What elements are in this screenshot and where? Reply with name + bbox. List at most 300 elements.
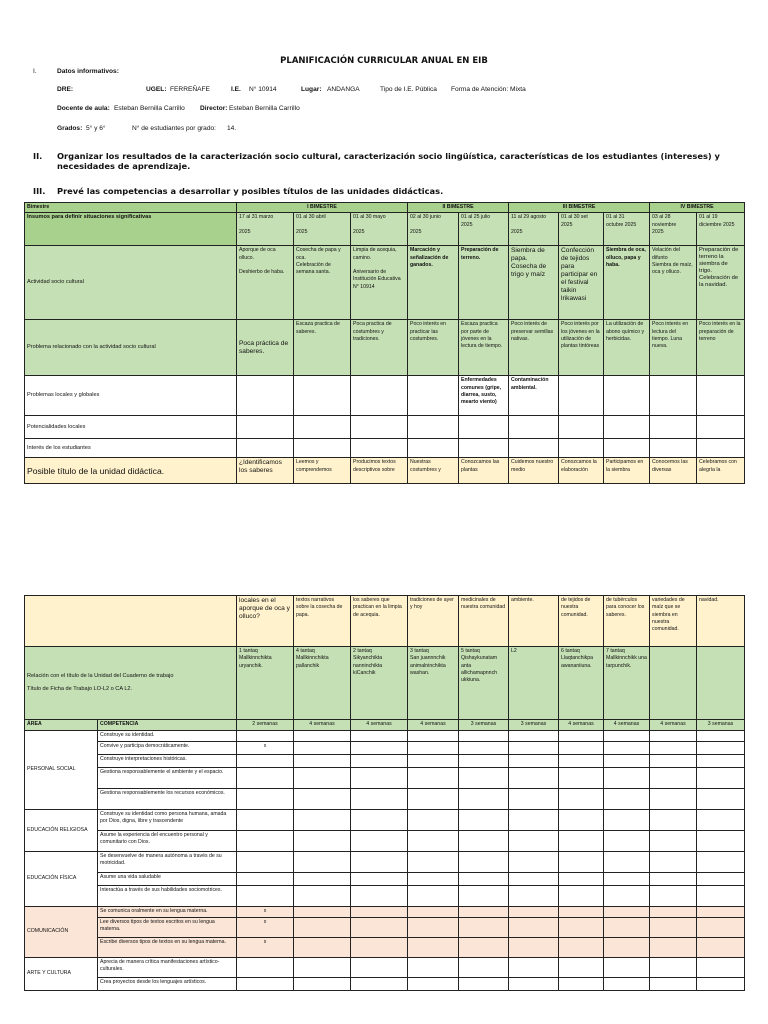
competencia-mark xyxy=(294,731,351,742)
competencia-text: Interactúa a través de sus habilidades sociomotrices. xyxy=(98,886,237,907)
competencia-mark xyxy=(650,768,697,789)
date-cell: 01 al 30 mayo 2025 xyxy=(351,213,408,246)
interes-row xyxy=(25,439,745,458)
problema-cell: Poco interés por los jóvenes en la utilización de plantas tintóreas xyxy=(559,320,604,376)
interes-label: Interés de los estudiantes xyxy=(25,439,237,458)
competencia-mark xyxy=(509,731,559,742)
problema-cell: Escaza practica por parte de jóvenes en la lectura de tiempo. xyxy=(459,320,509,376)
ie-label: I.E. xyxy=(231,86,241,93)
competencia-mark xyxy=(559,852,604,873)
date-cell: 01 al 30 abril 2025 xyxy=(294,213,351,246)
competencia-mark xyxy=(697,978,745,991)
document-title: PLANIFICACIÓN CURRICULAR ANUAL EN EIB xyxy=(280,56,488,66)
tipo-ie: Tipo de I.E. Pública xyxy=(380,86,437,93)
competencia-text: Gestiona responsablemente el ambiente y el espacio. xyxy=(98,768,237,789)
area-name: EDUCACIÓN RELIGIOSA xyxy=(25,810,98,852)
continuation-row xyxy=(25,596,745,647)
competencia-mark xyxy=(559,938,604,958)
empty-cell xyxy=(604,416,650,439)
competencia-mark xyxy=(237,831,294,852)
problema-cell: Poco interés en lectura del tiempo. Luna nueva. xyxy=(650,320,697,376)
relacion-cell xyxy=(650,647,697,720)
competencia-mark xyxy=(559,810,604,831)
competencia-mark xyxy=(237,886,294,907)
actividad-cell: Aporque de oca olluco. Deshierbo de haba. xyxy=(237,246,294,320)
competencia-mark xyxy=(559,789,604,810)
dre-label: DRE: xyxy=(57,86,74,93)
competencia-mark xyxy=(650,789,697,810)
competencia-mark xyxy=(408,731,459,742)
titulo-cell: Conocemos las diversas xyxy=(650,458,697,484)
competencia-mark xyxy=(697,755,745,768)
area-name: COMUNICACIÓN xyxy=(25,907,98,958)
competencia-text: Asume la experiencia del encuentro personal y comunitario con Dios. xyxy=(98,831,237,852)
date-cell: 01 al 25 julio 2025 xyxy=(459,213,509,246)
competencia-text: Construye su identidad. xyxy=(98,731,237,742)
titulo-cell: Participamos en la siembra xyxy=(604,458,650,484)
docente-label: Docente de aula: xyxy=(57,105,110,112)
competencia-row xyxy=(25,742,745,755)
semanas-cell: 3 semanas xyxy=(459,720,509,731)
semanas-cell: 4 semanas xyxy=(408,720,459,731)
competencia-mark: x xyxy=(237,918,294,938)
relacion-row xyxy=(25,647,745,720)
competencia-row xyxy=(25,731,745,742)
competencia-mark xyxy=(559,755,604,768)
bimestre-label: Bimestre xyxy=(25,203,237,213)
grados-label: Grados: xyxy=(57,125,83,132)
titulo-cont-cell: de tubérculos para conocer los saberes. xyxy=(604,596,650,647)
competencia-mark xyxy=(697,742,745,755)
problema-label: Problema relacionado con la actividad socio cultural xyxy=(25,320,237,376)
competencia-mark xyxy=(294,742,351,755)
date-cell: 01 al 31 octubre 2025 xyxy=(604,213,650,246)
area-name: PERSONAL SOCIAL xyxy=(25,731,98,810)
insumos-label: Insumos para definir situaciones significativas xyxy=(25,213,237,246)
competencia-mark xyxy=(459,731,509,742)
semanas-cell: 4 semanas xyxy=(294,720,351,731)
relacion-cell: 7 tantaq Mallkinnchikk una tarpunchik. xyxy=(604,647,650,720)
empty-cell xyxy=(25,596,237,647)
titulo-cell: Conozcamos las plantas xyxy=(459,458,509,484)
competencia-mark xyxy=(459,958,509,978)
competencia-row xyxy=(25,768,745,789)
competencia-mark xyxy=(697,852,745,873)
competencia-mark xyxy=(294,958,351,978)
titulo-cell: Celebramos con alegría la xyxy=(697,458,745,484)
relacion-cell: 5 tantaq Qishaykunatam anta allichamapnnch ukkiuna. xyxy=(459,647,509,720)
planning-table-top xyxy=(24,202,745,484)
competencia-mark xyxy=(650,755,697,768)
competencia-mark xyxy=(509,831,559,852)
empty-cell xyxy=(697,416,745,439)
competencia-mark xyxy=(650,831,697,852)
competencia-mark xyxy=(351,831,408,852)
competencia-row xyxy=(25,873,745,886)
competencia-mark xyxy=(408,742,459,755)
estudiantes-label: N° de estudiantes por grado: xyxy=(132,125,217,132)
competencia-mark xyxy=(604,938,650,958)
competencia-row xyxy=(25,938,745,958)
semanas-cell: 4 semanas xyxy=(351,720,408,731)
problemas-locales-cell xyxy=(351,376,408,416)
competencia-mark xyxy=(697,873,745,886)
competencia-text: Construye interpretaciones históricas. xyxy=(98,755,237,768)
competencia-mark xyxy=(559,918,604,938)
relacion-cell: 2 tantaq Sikyanchikta nanninchikta kiCanchik xyxy=(351,647,408,720)
area-name: EDUCACIÓN FÍSICA xyxy=(25,852,98,907)
titulo-cell: Producimos textos descriptivos sobre xyxy=(351,458,408,484)
titulo-cell: Nuestras costumbres y xyxy=(408,458,459,484)
competencia-mark xyxy=(459,978,509,991)
planning-table-bottom xyxy=(24,595,745,991)
competencia-mark xyxy=(459,768,509,789)
competencia-mark xyxy=(509,873,559,886)
lugar-value: ANDANGA xyxy=(327,86,360,93)
date-cell: 03 al 28 noviembre 2025 xyxy=(650,213,697,246)
potencialidades-row xyxy=(25,416,745,439)
titulo-cont-cell: variedades de maíz que se siembra en nuestra comunidad. xyxy=(650,596,697,647)
problemas-locales-cell xyxy=(697,376,745,416)
date-cell: 02 al 30 junio 2025 xyxy=(408,213,459,246)
competencia-mark xyxy=(697,886,745,907)
competencia-mark xyxy=(351,810,408,831)
competencia-mark xyxy=(559,768,604,789)
competencia-row xyxy=(25,918,745,938)
competencia-text: Asume una vida saludable xyxy=(98,873,237,886)
problema-cell: Poco interés en la preparación de terreno xyxy=(697,320,745,376)
competencia-mark xyxy=(509,755,559,768)
titulo-cont-cell: los saberes que practican en la limpia de acequia. xyxy=(351,596,408,647)
empty-cell xyxy=(408,416,459,439)
competencia-mark xyxy=(604,907,650,918)
competencia-mark xyxy=(559,873,604,886)
competencia-text: Escribe diversos tipos de textos en su lengua materna. xyxy=(98,938,237,958)
titulo-label: Posible título de la unidad didáctica. xyxy=(25,458,237,484)
competencia-mark xyxy=(351,958,408,978)
competencia-mark xyxy=(294,938,351,958)
competencia-mark xyxy=(697,938,745,958)
problema-cell: Poca practica de costumbres y tradiciones. xyxy=(351,320,408,376)
section2-text: Organizar los resultados de la caracterización socio cultural, caracterización socio lingüística, características de los estudiantes (intereses) y necesidades de aprendizaje. xyxy=(57,151,720,171)
competencia-row xyxy=(25,958,745,978)
competencia-row xyxy=(25,907,745,918)
competencia-mark xyxy=(408,873,459,886)
empty-cell xyxy=(408,439,459,458)
empty-cell xyxy=(650,416,697,439)
titulo-cell: ¿Identificamos los saberes xyxy=(237,458,294,484)
competencia-mark: x xyxy=(237,907,294,918)
competencia-mark xyxy=(650,731,697,742)
competencia-mark xyxy=(650,978,697,991)
competencia-mark xyxy=(604,755,650,768)
semanas-cell: 3 semanas xyxy=(509,720,559,731)
competencia-text: Lee diversos tipos de textos escritos en su lengua materna. xyxy=(98,918,237,938)
competencia-mark xyxy=(294,768,351,789)
titulo-cont-cell: ambiente. xyxy=(509,596,559,647)
competencia-mark xyxy=(697,918,745,938)
competencia-mark xyxy=(509,907,559,918)
empty-cell xyxy=(237,416,294,439)
competencia-mark xyxy=(604,918,650,938)
competencia-mark: x xyxy=(237,938,294,958)
actividad-cell: Cosecha de papa y oca. Celebración de semana santa. xyxy=(294,246,351,320)
competencia-mark xyxy=(408,978,459,991)
actividad-row xyxy=(25,246,745,320)
competencia-mark xyxy=(408,810,459,831)
relacion-cell xyxy=(697,647,745,720)
problema-row xyxy=(25,320,745,376)
competencia-mark xyxy=(459,918,509,938)
grados-value: 5° y 6° xyxy=(86,125,106,132)
areas-body xyxy=(25,731,745,991)
competencia-mark xyxy=(650,918,697,938)
competencia-mark xyxy=(604,768,650,789)
problemas-locales-cell xyxy=(650,376,697,416)
competencia-mark xyxy=(351,755,408,768)
competencia-mark xyxy=(408,852,459,873)
competencia-mark xyxy=(509,918,559,938)
empty-cell xyxy=(559,439,604,458)
competencia-row xyxy=(25,755,745,768)
competencia-mark xyxy=(509,810,559,831)
ie-value: N° 10914 xyxy=(249,86,277,93)
competencia-mark xyxy=(459,852,509,873)
competencia-mark xyxy=(351,918,408,938)
competencia-mark xyxy=(459,789,509,810)
competencia-mark xyxy=(294,755,351,768)
titulo-cell: Conozcamos la elaboración xyxy=(559,458,604,484)
problemas-locales-cell: Enfermedades comunes (gripe, diarrea, susto, mearto viento) xyxy=(459,376,509,416)
empty-cell xyxy=(509,416,559,439)
competencia-mark xyxy=(650,852,697,873)
competencia-mark xyxy=(237,810,294,831)
problema-cell: Poco interés en practicar las costumbres. xyxy=(408,320,459,376)
titulo-cont-cell: navidad. xyxy=(697,596,745,647)
competencia-mark xyxy=(697,768,745,789)
titulo-cont-cell: medicinales de nuestra comunidad xyxy=(459,596,509,647)
problema-cell: Escaza practica de saberes. xyxy=(294,320,351,376)
competencia-mark xyxy=(294,978,351,991)
bimestre-4: IV BIMESTRE xyxy=(650,203,745,213)
competencia-text: Crea proyectos desde los lenguajes artísticos. xyxy=(98,978,237,991)
competencia-mark xyxy=(351,886,408,907)
competencia-mark xyxy=(351,852,408,873)
date-cell: 01 al 30 set 2025 xyxy=(559,213,604,246)
competencia-mark xyxy=(604,810,650,831)
competencia-mark xyxy=(294,907,351,918)
competencia-mark xyxy=(697,789,745,810)
competencia-mark xyxy=(559,731,604,742)
competencia-row xyxy=(25,810,745,831)
problemas-locales-cell xyxy=(604,376,650,416)
area-header: ÁREA xyxy=(25,720,98,731)
relacion-label: Relación con el título de la Unidad del Cuaderno de trabajo xyxy=(27,672,174,679)
competencia-mark xyxy=(294,918,351,938)
competencia-mark xyxy=(650,810,697,831)
estudiantes-value: 14. xyxy=(227,125,237,132)
empty-cell xyxy=(351,439,408,458)
competencia-mark xyxy=(650,958,697,978)
competencia-mark xyxy=(509,938,559,958)
titulo-cell: Cuidemos nuestro medio xyxy=(509,458,559,484)
titulo-cont-cell: de tejidos de nuestra comunidad. xyxy=(559,596,604,647)
semanas-cell: 2 semanas xyxy=(237,720,294,731)
competencia-mark xyxy=(351,742,408,755)
header-row xyxy=(25,720,745,731)
empty-cell xyxy=(509,439,559,458)
competencia-mark xyxy=(294,852,351,873)
bimestre-1: I BIMESTRE xyxy=(237,203,408,213)
empty-cell xyxy=(650,439,697,458)
competencia-mark xyxy=(237,731,294,742)
competencia-mark xyxy=(351,873,408,886)
competencia-mark xyxy=(294,886,351,907)
ficha-label: Título de Ficha de Trabajo LO-L2 o CA L2. xyxy=(27,686,133,692)
problema-cell: La utilización de abono químico y herbicidas. xyxy=(604,320,650,376)
competencia-mark xyxy=(559,742,604,755)
actividad-label: Actividad socio cultural xyxy=(25,246,237,320)
competencia-mark xyxy=(351,978,408,991)
bimestre-2: II BIMESTRE xyxy=(408,203,509,213)
competencia-mark xyxy=(697,831,745,852)
competencia-mark xyxy=(509,768,559,789)
competencia-mark xyxy=(351,768,408,789)
problemas-locales-cell: Contaminación ambiental. xyxy=(509,376,559,416)
competencia-mark xyxy=(604,742,650,755)
competencia-text: Se desenvuelve de manera autónoma a través de su motricidad. xyxy=(98,852,237,873)
competencia-mark xyxy=(604,789,650,810)
area-name: ARTE Y CULTURA xyxy=(25,958,98,991)
relacion-cell: L2 xyxy=(509,647,559,720)
competencia-row xyxy=(25,831,745,852)
competencia-mark xyxy=(650,938,697,958)
competencia-mark xyxy=(237,789,294,810)
empty-cell xyxy=(459,416,509,439)
ugel-label: UGEL: xyxy=(146,86,167,93)
competencia-mark xyxy=(604,958,650,978)
competencia-mark xyxy=(559,886,604,907)
section3-text: Prevé las competencias a desarrollar y posibles títulos de las unidades didácticas. xyxy=(57,186,444,196)
competencia-mark xyxy=(650,873,697,886)
section3-number: III. xyxy=(33,186,46,196)
competencia-mark xyxy=(509,958,559,978)
competencia-mark xyxy=(408,918,459,938)
competencia-mark xyxy=(459,810,509,831)
empty-cell xyxy=(604,439,650,458)
bimestre-row xyxy=(25,203,745,213)
section2-number: II. xyxy=(33,151,43,161)
actividad-cell: Siembra de oca, olluco, papa y haba. xyxy=(604,246,650,320)
competencia-mark xyxy=(697,958,745,978)
competencia-mark xyxy=(509,789,559,810)
competencia-mark xyxy=(459,938,509,958)
lugar-label: Lugar: xyxy=(301,86,322,93)
semanas-cell: 4 semanas xyxy=(604,720,650,731)
competencia-mark xyxy=(294,831,351,852)
actividad-cell: Limpia de acequia, camino. Aniversario de Institución Educativa N° 10914 xyxy=(351,246,408,320)
semanas-cell: 4 semanas xyxy=(650,720,697,731)
semanas-cell: 3 semanas xyxy=(697,720,745,731)
date-cell: 01 al 19 diciembre 2025 xyxy=(697,213,745,246)
competencia-row xyxy=(25,852,745,873)
actividad-cell: Preparación de terreno. xyxy=(459,246,509,320)
actividad-cell: Siembra de papa. Cosecha de trigo y maíz xyxy=(509,246,559,320)
competencia-mark xyxy=(509,742,559,755)
competencia-mark xyxy=(559,831,604,852)
date-cell: 11 al 29 agosto 2025 xyxy=(509,213,559,246)
empty-cell xyxy=(237,439,294,458)
competencia-mark xyxy=(408,755,459,768)
competencia-text: Convive y participa democráticamente. xyxy=(98,742,237,755)
competencia-mark xyxy=(408,958,459,978)
competencia-mark xyxy=(697,731,745,742)
empty-cell xyxy=(697,439,745,458)
competencia-mark xyxy=(459,742,509,755)
relacion-cell: 3 tantaq San juannnchik animalninchikta washan. xyxy=(408,647,459,720)
empty-cell xyxy=(351,416,408,439)
actividad-cell: Confección de tejidos para participar en el festival taikin lrikawasi xyxy=(559,246,604,320)
competencia-mark xyxy=(351,731,408,742)
competencia-text: Se comunica oralmente en su lengua materna. xyxy=(98,907,237,918)
competencia-mark xyxy=(408,789,459,810)
potencialidades-label: Potencialidades locales xyxy=(25,416,237,439)
competencia-mark xyxy=(650,907,697,918)
competencia-mark xyxy=(697,810,745,831)
problemas-locales-cell xyxy=(559,376,604,416)
relacion-label-cell xyxy=(25,647,237,720)
competencia-mark xyxy=(650,742,697,755)
problemas-locales-row xyxy=(25,376,745,416)
competencia-mark xyxy=(237,873,294,886)
titulo-row xyxy=(25,458,745,484)
competencia-text: Construye su identidad como persona humana, amada por Dios, digna, libre y trascendente xyxy=(98,810,237,831)
competencia-mark xyxy=(559,958,604,978)
competencia-mark xyxy=(650,886,697,907)
insumos-row xyxy=(25,213,745,246)
forma-atencion: Forma de Atención: Mixta xyxy=(451,86,526,93)
actividad-cell: Preparación de terreno la siembra de trigo. Celebración de la navidad. xyxy=(697,246,745,320)
competencia-mark xyxy=(294,789,351,810)
competencia-mark xyxy=(408,886,459,907)
competencia-mark xyxy=(459,831,509,852)
empty-cell xyxy=(459,439,509,458)
section1-heading: Datos informativos: xyxy=(57,68,119,75)
titulo-cont-cell: locales en el aporque de oca y olluco? xyxy=(237,596,294,647)
relacion-cell: 1 tantaq Mallkinnchikta uryanchik. xyxy=(237,647,294,720)
competencia-mark xyxy=(509,978,559,991)
competencia-text: Aprecia de manera crítica manifestaciones artístico-culturales. xyxy=(98,958,237,978)
competencia-mark xyxy=(604,873,650,886)
competencia-mark xyxy=(604,886,650,907)
competencia-mark xyxy=(509,852,559,873)
titulo-cell: Leemos y comprendemos xyxy=(294,458,351,484)
problemas-locales-cell xyxy=(237,376,294,416)
competencia-mark xyxy=(237,755,294,768)
competencia-mark xyxy=(294,873,351,886)
competencia-mark: x xyxy=(237,742,294,755)
competencia-row xyxy=(25,789,745,810)
problemas-locales-cell xyxy=(294,376,351,416)
competencia-mark xyxy=(604,978,650,991)
competencia-mark xyxy=(604,831,650,852)
competencia-mark xyxy=(408,768,459,789)
ugel-value: FERREÑAFE xyxy=(170,86,210,93)
competencia-mark xyxy=(459,907,509,918)
competencia-mark xyxy=(604,731,650,742)
empty-cell xyxy=(294,439,351,458)
competencia-mark xyxy=(459,886,509,907)
